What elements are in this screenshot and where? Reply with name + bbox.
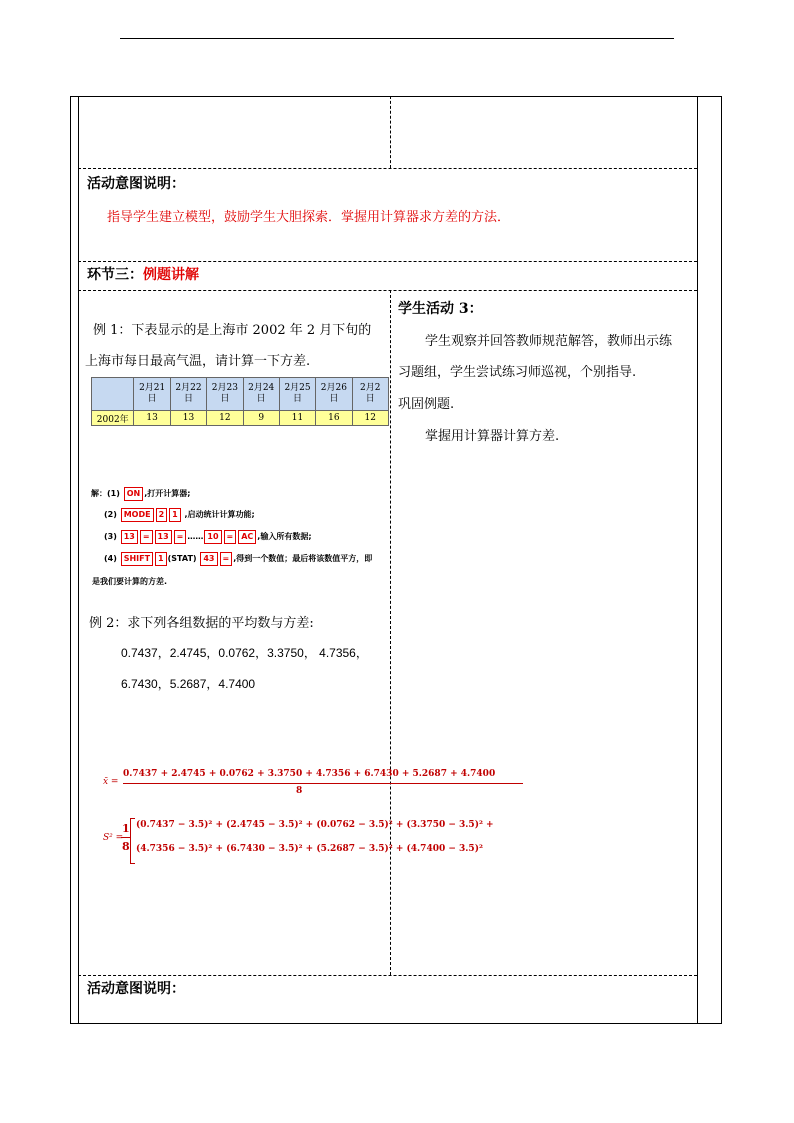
table-header-cell: 2月22 日 [170, 378, 206, 411]
cell-divider [390, 96, 391, 168]
fraction-bar [123, 783, 523, 784]
key-1: 1 [155, 552, 167, 566]
example2-data-line1: 0.7437，2.4745，0.0762，3.3750， 4.7356， [121, 646, 368, 660]
table-header-cell [92, 378, 134, 411]
temperature-table [91, 377, 389, 426]
header-rule [120, 38, 674, 39]
key-equals: = [140, 530, 153, 544]
solution-step-4: (4) SHIFT 1 (STAT) 43 = ,得到一个数值；最后将该数值平方，即 [104, 552, 389, 566]
key-equals: = [174, 530, 187, 544]
key-ac: AC [238, 530, 256, 544]
variance-frac-den: 8 [122, 840, 130, 853]
table-border-right [697, 96, 698, 1024]
table-header-row [92, 378, 389, 411]
variance-row-2: (4.7356 − 3.5)² + (6.7430 − 3.5)² + (5.2687 − 3.5)² + (4.7400 − 3.5)² [136, 844, 483, 854]
section-name: 例题讲解 [143, 267, 199, 283]
table-row-label: 2002年 [92, 411, 134, 426]
example1-line1: 例 1：下表显示的是上海市 2002 年 2 月下旬的 [93, 323, 372, 338]
student-activity-p3: 掌握用计算器计算方差. [425, 429, 560, 444]
activity-intent-heading: 活动意图说明： [87, 176, 185, 192]
mean-lhs: x̄ = [103, 777, 119, 787]
table-cell: 12 [207, 411, 243, 426]
column-divider [390, 290, 391, 975]
mean-denominator: 8 [296, 786, 303, 796]
student-activity-title: 学生活动 3： [398, 301, 483, 317]
table-row [92, 411, 389, 426]
activity-intent-text: 指导学生建立模型，鼓励学生大胆探索．掌握用计算器求方差的方法． [107, 210, 511, 225]
student-activity-p1b: 习题组，学生尝试练习师巡视，个别指导. [398, 365, 637, 380]
bracket [130, 818, 135, 864]
example1-line2: 上海市每日最高气温，请计算一下方差. [85, 354, 311, 369]
key-on: ON [124, 487, 144, 501]
mean-formula [103, 768, 496, 802]
table-cell: 12 [352, 411, 388, 426]
key-equals: = [224, 530, 237, 544]
key-1: 1 [169, 508, 181, 522]
variance-frac-num: 1 [122, 822, 130, 835]
key-43: 43 [200, 552, 217, 566]
table-header-cell: 2月23 日 [207, 378, 243, 411]
table-cell: 9 [243, 411, 279, 426]
temperature-table-clip [80, 370, 389, 430]
solution-step-1: 解：(1) ON ,打开计算器; [91, 487, 389, 501]
fraction-bar [121, 837, 130, 838]
table-header-cell: 2月25 日 [279, 378, 315, 411]
table-cell: 13 [170, 411, 206, 426]
table-header-cell: 2月2 日 [352, 378, 388, 411]
table-cell: 13 [134, 411, 170, 426]
variance-row-1: (0.7437 − 3.5)² + (2.4745 − 3.5)² + (0.0762 − 3.5)² + (3.3750 − 3.5)² + [136, 820, 494, 830]
key-mode: MODE [121, 508, 154, 522]
table-header-cell: 2月26 日 [316, 378, 352, 411]
mean-numerator: 0.7437 + 2.4745 + 0.0762 + 3.3750 + 4.7356 + 6.7430 + 5.2687 + 4.7400 [123, 769, 496, 779]
solution-step-2: (2) MODE 2 1 ,启动统计计算功能; [104, 508, 389, 522]
student-activity-p1a: 学生观察并回答教师规范解答，教师出示练 [425, 334, 673, 349]
key-shift: SHIFT [121, 552, 153, 566]
solution-step-3: (3) 13 = 13 = …… 10 = AC ,输入所有数据; [104, 530, 389, 544]
table-border-left [78, 96, 79, 1024]
table-cell: 16 [316, 411, 352, 426]
variance-formula [103, 816, 494, 866]
table-header-cell: 2月21 日 [134, 378, 170, 411]
key-13: 13 [121, 530, 138, 544]
table-header-cell: 2月24 日 [243, 378, 279, 411]
row-divider [78, 290, 697, 291]
example2-line1: 例 2：求下列各组数据的平均数与方差: [89, 616, 314, 631]
section-label: 环节三： [87, 267, 143, 283]
row-divider [78, 168, 697, 169]
key-2: 2 [156, 508, 168, 522]
key-10: 10 [204, 530, 221, 544]
section-title [87, 264, 199, 284]
table-cell: 11 [279, 411, 315, 426]
row-divider [78, 975, 697, 976]
student-activity-p2: 巩固例题. [398, 397, 455, 412]
solution-step-5: 是我们要计算的方差. [92, 577, 168, 586]
key-equals: = [220, 552, 233, 566]
activity-intent-heading-2: 活动意图说明： [87, 981, 185, 997]
key-13: 13 [155, 530, 172, 544]
example2-data-line2: 6.7430，5.2687，4.7400 [121, 677, 256, 691]
variance-lhs: S² = [103, 833, 124, 843]
row-divider [78, 261, 697, 262]
